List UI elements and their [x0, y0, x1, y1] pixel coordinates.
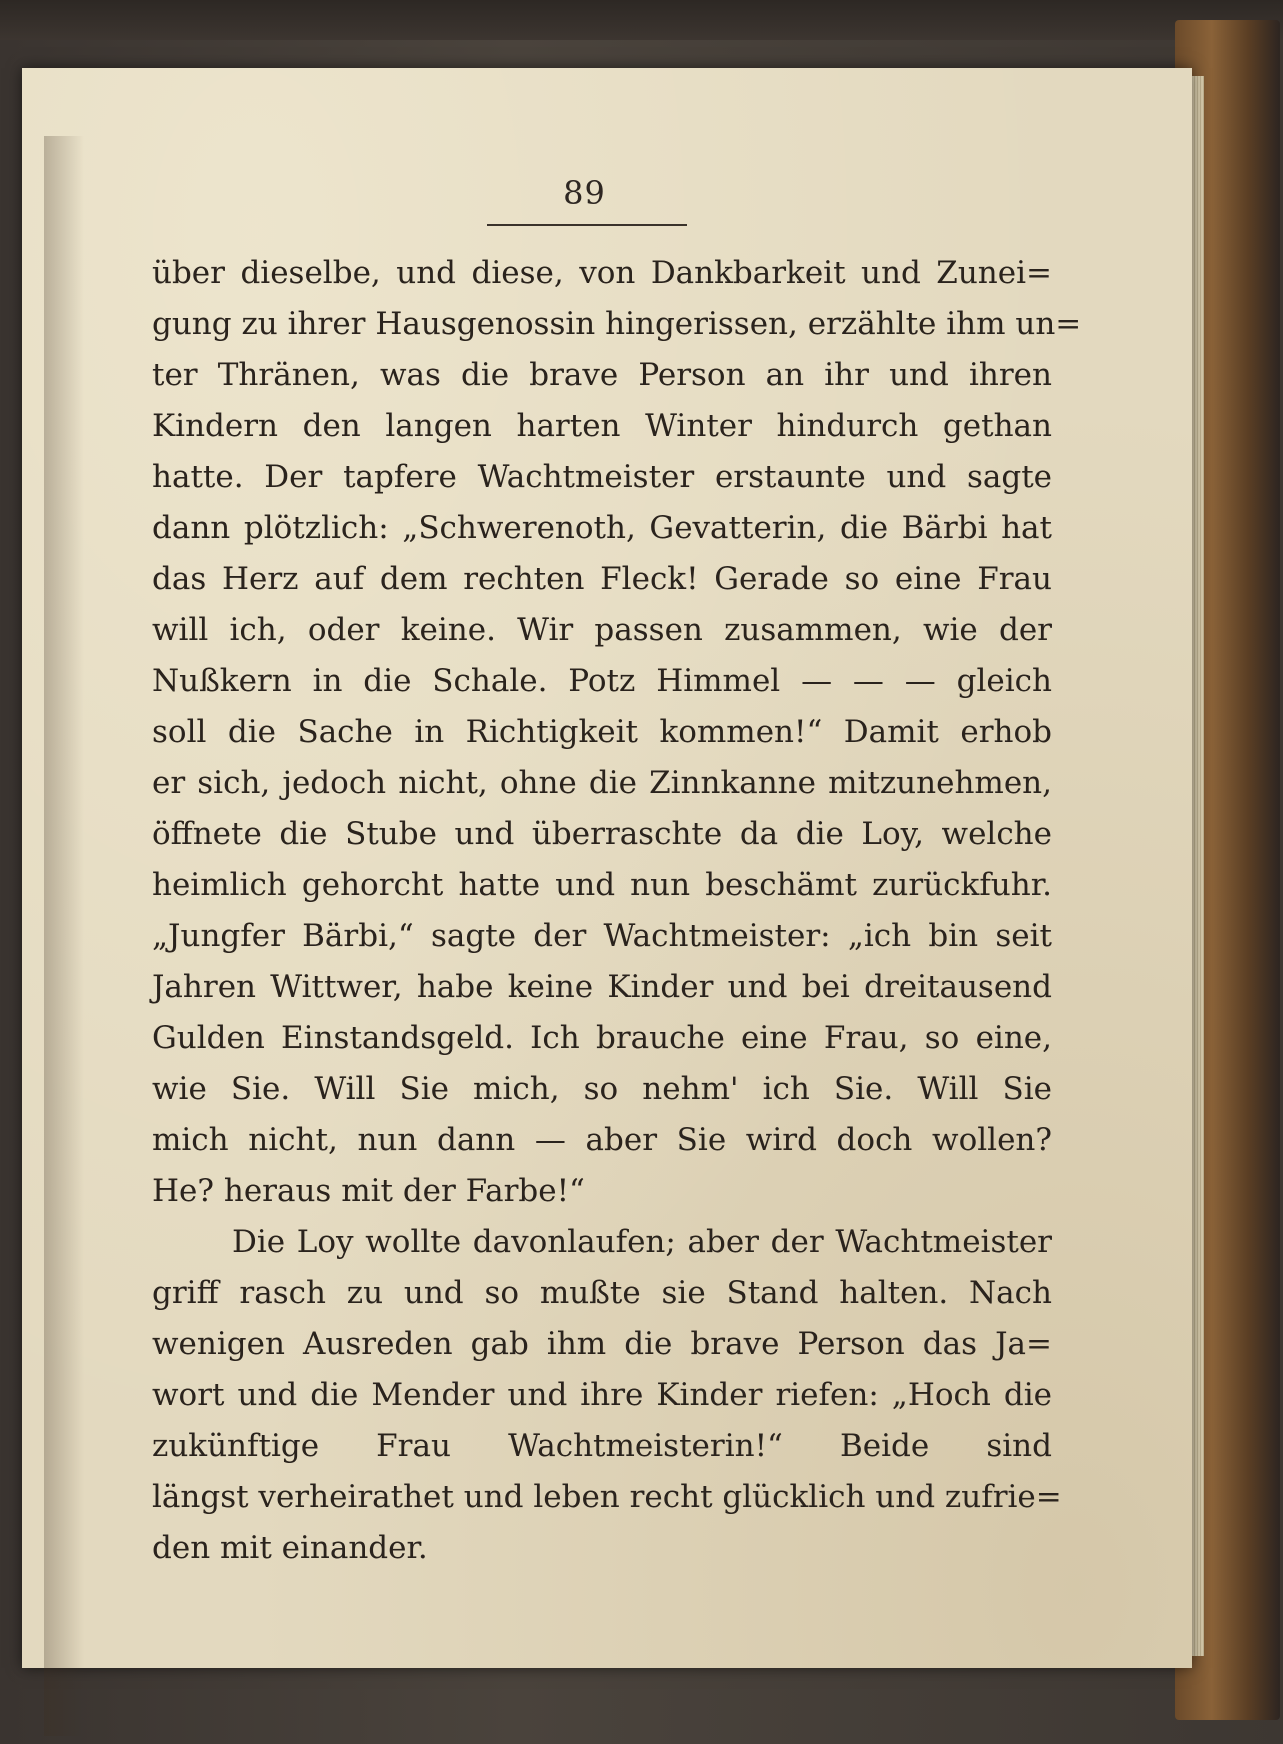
text-line: Die Loy wollte davonlaufen; aber der Wachtmeister: [232, 1224, 1052, 1260]
page-number: 89: [563, 174, 606, 212]
book-cover-top: [0, 0, 1283, 40]
text-line: über dieselbe, und diese, von Dankbarkeit und Zunei=: [152, 255, 1052, 291]
text-line: „Jungfer Bärbi,“ sagte der Wachtmeister: „ich bin seit: [152, 918, 1052, 954]
text-line: Gulden Einstandsgeld. Ich brauche eine Frau, so eine,: [152, 1020, 1052, 1056]
text-line: Kindern den langen harten Winter hindurch gethan: [152, 408, 1052, 444]
text-line: soll die Sache in Richtigkeit kommen!“ Damit erhob: [152, 714, 1052, 750]
text-line: heimlich gehorcht hatte und nun beschämt zurückfuhr.: [152, 867, 1052, 903]
text-line: öffnete die Stube und überraschte da die Loy, welche: [152, 816, 1052, 852]
text-line: das Herz auf dem rechten Fleck! Gerade so eine Frau: [152, 561, 1052, 597]
text-line: er sich, jedoch nicht, ohne die Zinnkanne mitzunehmen,: [152, 765, 1052, 801]
header-rule: [487, 224, 687, 226]
text-line: gung zu ihrer Hausgenossin hingerissen, erzählte ihm un=: [152, 306, 1082, 342]
text-line: mich nicht, nun dann — aber Sie wird doch wollen?: [152, 1122, 1052, 1158]
text-line: griff rasch zu und so mußte sie Stand halten. Nach: [152, 1275, 1052, 1311]
page-text: [152, 248, 1082, 1574]
text-line: hatte. Der tapfere Wachtmeister erstaunte und sagte: [152, 459, 1052, 495]
text-line: längst verheirathet und leben recht glücklich und zufrie=: [152, 1479, 1062, 1515]
text-line: Nußkern in die Schale. Potz Himmel — — — gleich: [152, 663, 1052, 699]
book-page: [22, 68, 1192, 1668]
text-line: Jahren Wittwer, habe keine Kinder und bei dreitausend: [152, 969, 1052, 1005]
text-line: wie Sie. Will Sie mich, so nehm' ich Sie. Will Sie: [152, 1071, 1052, 1107]
spine-shadow: [44, 136, 84, 1736]
text-line: wenigen Ausreden gab ihm die brave Person das Ja=: [152, 1326, 1052, 1362]
text-line: He? heraus mit der Farbe!“: [152, 1173, 585, 1209]
text-line: ter Thränen, was die brave Person an ihr und ihren: [152, 357, 1052, 393]
text-line: zukünftige Frau Wachtmeisterin!“ Beide sind: [152, 1428, 1052, 1464]
text-line: wort und die Mender und ihre Kinder riefen: „Hoch die: [152, 1377, 1052, 1413]
text-line: dann plötzlich: „Schwerenoth, Gevatterin, die Bärbi hat: [152, 510, 1052, 546]
text-line: den mit einander.: [152, 1530, 428, 1566]
text-line: will ich, oder keine. Wir passen zusammen, wie der: [152, 612, 1052, 648]
